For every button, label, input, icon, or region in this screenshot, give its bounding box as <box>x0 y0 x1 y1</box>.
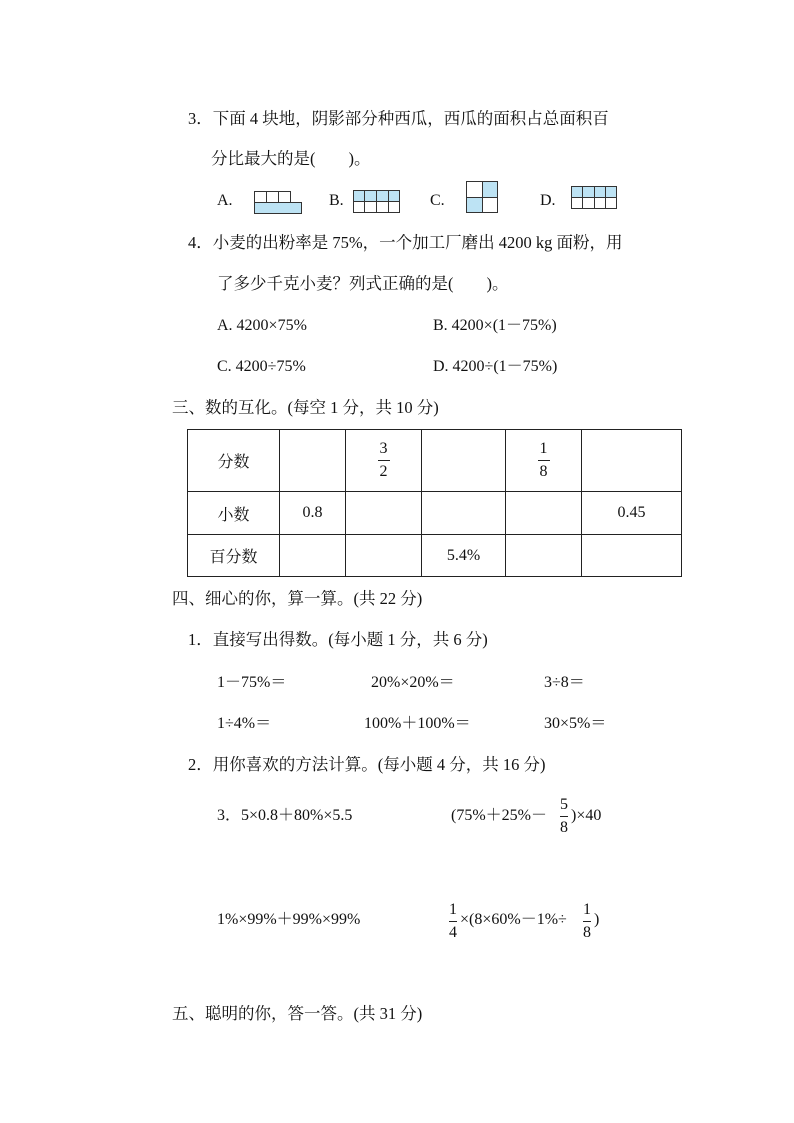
q3-option-d-label: D. <box>540 192 556 209</box>
q4-option-c: C. 4200÷75% <box>217 358 306 375</box>
section3-title: 三、数的互化。(每空 1 分，共 10 分) <box>172 398 439 417</box>
calc-expression-4-mid: ×(8×60%－1%÷ <box>460 911 567 928</box>
fraction-denominator: 8 <box>538 460 550 480</box>
row-header-fraction: 分数 <box>188 430 280 492</box>
calc-expression-4-fraction-b <box>583 902 591 941</box>
table-cell-blank[interactable] <box>506 535 582 577</box>
calc-expression-1: 3．5×0.8＋80%×5.5 <box>217 807 353 824</box>
table-cell: 5.4% <box>422 535 506 577</box>
calc-expression-2-fraction <box>560 797 568 836</box>
section4-part2-title: 2．用你喜欢的方法计算。(每小题 4 分，共 16 分) <box>188 755 546 774</box>
q3-stem-line2: 分比最大的是( )。 <box>211 149 371 168</box>
table-cell-blank[interactable] <box>346 535 422 577</box>
fraction-denominator: 2 <box>378 460 390 480</box>
q3-option-d-figure <box>571 186 617 209</box>
q4-option-d: D. 4200÷(1－75%) <box>433 358 558 375</box>
q4-stem-line1: 4．小麦的出粉率是 75%，一个加工厂磨出 4200 kg 面粉，用 <box>188 233 623 252</box>
fraction-numerator: 1 <box>539 440 548 457</box>
table-cell: 0.45 <box>582 492 682 535</box>
mental-calc-item: 20%×20%＝ <box>371 674 455 691</box>
calc-expression-4-post: ) <box>594 911 600 928</box>
calc-expression-2-post: )×40 <box>571 807 602 824</box>
table-cell-fraction <box>346 430 422 492</box>
conversion-table <box>187 429 682 577</box>
section4-title: 四、细心的你，算一算。(共 22 分) <box>172 589 423 608</box>
q3-stem-line1: 3．下面 4 块地，阴影部分种西瓜，西瓜的面积占总面积百 <box>188 109 609 128</box>
fraction-numerator: 5 <box>560 796 568 813</box>
table-cell-fraction <box>506 430 582 492</box>
table-row-fraction <box>188 430 682 492</box>
fraction-denominator: 8 <box>560 816 568 836</box>
table-cell-blank[interactable] <box>582 535 682 577</box>
q3-option-b-label: B. <box>329 192 344 209</box>
table-cell-blank[interactable] <box>346 492 422 535</box>
q4-stem-line2: 了多少千克小麦？列式正确的是( )。 <box>217 274 509 293</box>
mental-calc-item: 1－75%＝ <box>217 674 287 691</box>
q4-option-b: B. 4200×(1－75%) <box>433 317 557 334</box>
q3-option-c-label: C. <box>430 192 445 209</box>
calc-expression-4-fraction-a <box>449 902 457 941</box>
q4-option-a: A. 4200×75% <box>217 317 307 334</box>
fraction-denominator: 8 <box>583 921 591 941</box>
mental-calc-item: 30×5%＝ <box>544 715 607 732</box>
section5-title: 五、聪明的你，答一答。(共 31 分) <box>172 1004 423 1023</box>
table-cell-blank[interactable] <box>280 430 346 492</box>
table-cell-blank[interactable] <box>280 535 346 577</box>
fraction-1-8 <box>538 441 550 480</box>
table-cell-blank[interactable] <box>506 492 582 535</box>
fraction-numerator: 1 <box>583 901 591 918</box>
mental-calc-item: 3÷8＝ <box>544 674 585 691</box>
q3-option-c-figure <box>466 181 498 213</box>
calc-expression-3: 1%×99%＋99%×99% <box>217 911 361 928</box>
table-cell-blank[interactable] <box>422 492 506 535</box>
table-cell-blank[interactable] <box>422 430 506 492</box>
fraction-numerator: 1 <box>449 901 457 918</box>
mental-calc-item: 1÷4%＝ <box>217 715 272 732</box>
row-header-decimal: 小数 <box>188 492 280 535</box>
table-cell: 0.8 <box>280 492 346 535</box>
calc-expression-2-pre: (75%＋25%－ <box>451 807 547 824</box>
fraction-3-2 <box>378 441 390 480</box>
q3-option-a-figure <box>254 191 302 214</box>
table-row-decimal <box>188 492 682 535</box>
row-header-percent: 百分数 <box>188 535 280 577</box>
table-row-percent <box>188 535 682 577</box>
fraction-denominator: 4 <box>449 921 457 941</box>
q3-option-a-label: A. <box>217 192 233 209</box>
mental-calc-item: 100%＋100%＝ <box>364 715 471 732</box>
q3-option-b-figure <box>353 190 400 213</box>
section4-part1-title: 1．直接写出得数。(每小题 1 分，共 6 分) <box>188 630 488 649</box>
fraction-numerator: 3 <box>379 440 388 457</box>
table-cell-blank[interactable] <box>582 430 682 492</box>
